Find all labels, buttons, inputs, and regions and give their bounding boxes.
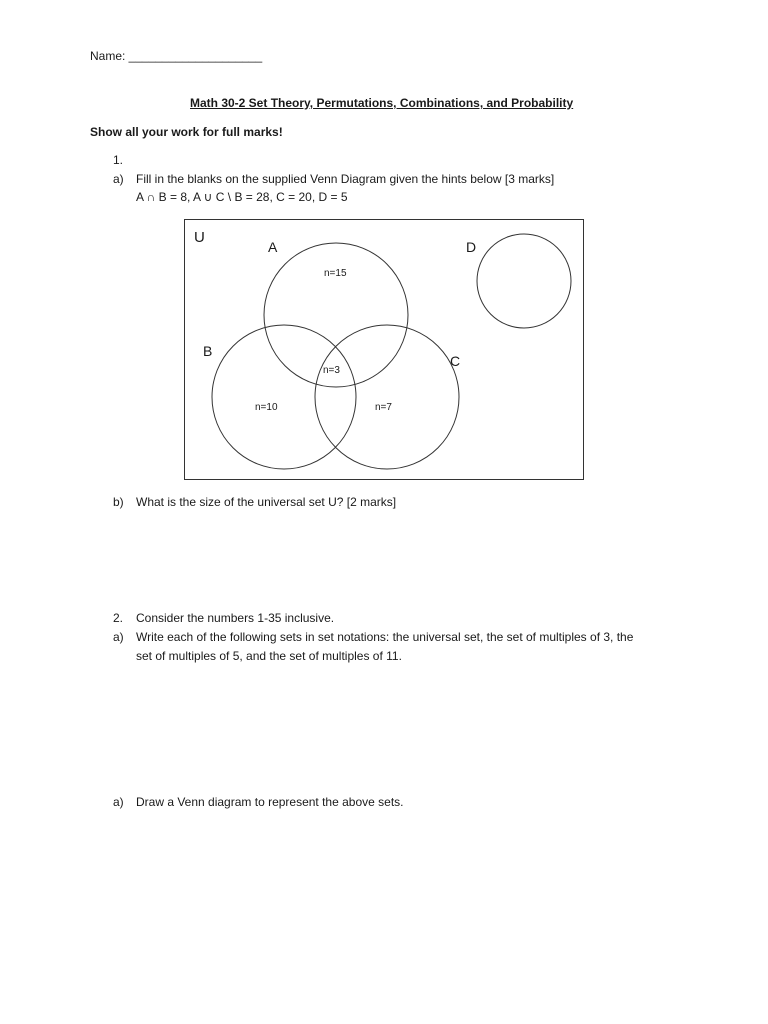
set-c-circle [315,325,459,469]
set-c-label: C [450,353,461,369]
universe-label: U [194,229,205,246]
question-2-intro: Consider the numbers 1-35 inclusive. [136,611,335,625]
question-2a2-marker: a) [113,795,124,809]
region-a-only-count: n=15 [324,268,347,279]
question-2a-marker: a) [113,630,124,644]
page-title: Math 30-2 Set Theory, Permutations, Combinations, and Probability [190,96,574,110]
region-b-only-count: n=10 [255,402,278,413]
question-2a-text-line2: set of multiples of 5, and the set of multiples of 11. [136,649,402,663]
name-field-label: Name: ____________________ [90,49,263,63]
question-1-number: 1. [113,153,124,167]
set-b-label: B [203,343,213,359]
region-c-only-count: n=7 [375,402,392,413]
set-b-circle [212,325,356,469]
set-a-label: A [268,239,278,255]
set-d-label: D [466,239,477,255]
region-abc-count: n=3 [323,365,340,376]
question-1b-text: What is the size of the universal set U? [2 marks] [136,495,397,509]
question-1a-hints: A ∩ B = 8, A ∪ C \ B = 28, C = 20, D = 5 [136,190,348,204]
question-1b-marker: b) [113,495,124,509]
venn-diagram [184,219,584,481]
universal-set-box [185,220,584,480]
instruction: Show all your work for full marks! [90,125,283,139]
set-d-circle [477,234,571,328]
question-2-number: 2. [113,611,124,625]
question-1a-marker: a) [113,172,124,186]
question-2a2-text: Draw a Venn diagram to represent the above sets. [136,795,404,809]
question-2a-text-line1: Write each of the following sets in set notations: the universal set, the set of multiples of 3, the [136,630,634,644]
question-1a-text: Fill in the blanks on the supplied Venn Diagram given the hints below [3 marks] [136,172,555,186]
